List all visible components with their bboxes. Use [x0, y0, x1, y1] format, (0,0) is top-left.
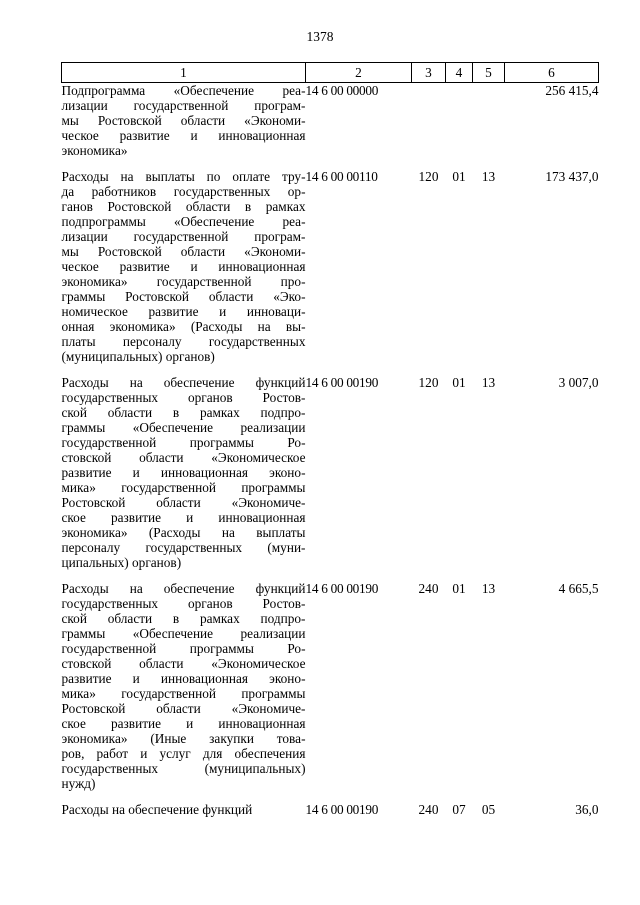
name-line: Расходы на выплаты по оплате тру-	[61, 169, 306, 184]
cell-name	[62, 375, 306, 570]
cell-code: 14 6 00 00110	[305, 169, 378, 184]
name-line: Расходы на обеспечение функций	[61, 581, 306, 596]
name-line: Подпрограмма «Обеспечение реа-	[61, 83, 306, 98]
cell-vr	[412, 83, 446, 159]
table-body	[62, 83, 599, 818]
cell-rz: 01	[452, 169, 466, 184]
name-line: государственных органов Ростов-	[61, 390, 306, 405]
cell-sum: 4 665,5	[558, 581, 599, 596]
name-line: экономика»	[61, 143, 128, 158]
cell-vr: 240	[418, 802, 439, 817]
table-row	[62, 802, 599, 817]
name-line: мика» государственной программы	[61, 686, 306, 701]
cell-code: 14 6 00 00190	[305, 581, 379, 596]
cell-sum: 3 007,0	[558, 375, 599, 390]
table-header-row	[62, 63, 599, 83]
name-line: ское развитие и инновационная	[61, 510, 306, 525]
name-line: государственных органов Ростов-	[61, 596, 306, 611]
name-line: Расходы на обеспечение функций	[61, 375, 306, 390]
name-line: номическое развитие и инноваци-	[61, 304, 306, 319]
name-line: ческое развитие и инновационная	[61, 128, 306, 143]
name-line: граммы «Обеспечение реализации	[61, 420, 306, 435]
cell-pr: 13	[481, 169, 496, 184]
cell-name	[62, 581, 306, 791]
cell-name	[62, 802, 306, 817]
cell-name	[62, 169, 306, 364]
name-line: онная экономика» (Расходы на вы-	[61, 319, 306, 334]
name-line: ческое развитие и инновационная	[61, 259, 306, 274]
name-line: Ростовской области «Экономиче-	[61, 701, 306, 716]
name-line: мы Ростовской области «Экономи-	[61, 113, 306, 128]
table-row	[62, 83, 599, 159]
cell-sum: 173 437,0	[545, 169, 599, 184]
name-line: Ростовской области «Экономиче-	[61, 495, 306, 510]
name-line: нужд)	[61, 776, 96, 791]
name-line: ское развитие и инновационная	[61, 716, 306, 731]
column-header-5: 5	[473, 63, 505, 83]
table-row	[62, 375, 599, 570]
cell-vr: 240	[418, 581, 439, 596]
name-line: лизации государственной програм-	[61, 98, 306, 113]
name-line: государственной программы Ро-	[61, 435, 306, 450]
cell-name	[62, 83, 306, 159]
cell-rz	[446, 83, 473, 159]
name-line: граммы «Обеспечение реализации	[61, 626, 306, 641]
cell-code: 14 6 00 00000	[305, 83, 379, 98]
page-number: 1378	[306, 29, 334, 44]
name-line: государственных (муниципальных)	[61, 761, 306, 776]
name-line: да работников государственных ор-	[61, 184, 306, 199]
name-line: лизации государственной програм-	[61, 229, 306, 244]
name-line: платы персоналу государственных	[61, 334, 306, 349]
name-line: подпрограммы «Обеспечение реа-	[61, 214, 306, 229]
name-line: мы Ростовской области «Экономи-	[61, 244, 306, 259]
cell-sum: 36,0	[575, 802, 599, 817]
name-line: Расходы на обеспечение функций	[61, 802, 253, 817]
cell-pr: 13	[481, 375, 496, 390]
name-line: ской области в рамках подпро-	[61, 611, 306, 626]
cell-rz: 01	[452, 581, 466, 596]
name-line: стовской области «Экономическое	[61, 450, 306, 465]
cell-sum: 256 415,4	[545, 83, 599, 98]
row-spacer	[62, 791, 599, 802]
budget-table	[61, 62, 599, 817]
name-line: (муниципальных) органов)	[61, 349, 215, 364]
name-line: ров, работ и услуг для обеспечения	[61, 746, 306, 761]
cell-rz: 01	[452, 375, 466, 390]
table-row	[62, 169, 599, 364]
row-spacer	[62, 158, 599, 169]
cell-pr	[473, 83, 505, 159]
cell-code: 14 6 00 00190	[305, 802, 379, 817]
name-line: ганов Ростовской области в рамках	[61, 199, 306, 214]
name-line: граммы Ростовской области «Эко-	[61, 289, 306, 304]
cell-rz: 07	[452, 802, 466, 817]
name-line: стовской области «Экономическое	[61, 656, 306, 671]
table-row	[62, 581, 599, 791]
name-line: ской области в рамках подпро-	[61, 405, 306, 420]
column-header-2: 2	[306, 63, 412, 83]
row-spacer	[62, 570, 599, 581]
column-header-6: 6	[505, 63, 599, 83]
column-header-1: 1	[62, 63, 306, 83]
name-line: персоналу государственных (муни-	[61, 540, 306, 555]
name-line: ципальных) органов)	[61, 555, 182, 570]
name-line: государственной программы Ро-	[61, 641, 306, 656]
cell-vr: 120	[418, 169, 439, 184]
name-line: экономика» государственной про-	[61, 274, 306, 289]
cell-vr: 120	[418, 375, 439, 390]
name-line: развитие и инновационная эконо-	[61, 465, 306, 480]
name-line: экономика» (Расходы на выплаты	[61, 525, 306, 540]
name-line: экономика» (Иные закупки това-	[61, 731, 306, 746]
name-line: мика» государственной программы	[61, 480, 306, 495]
cell-pr: 13	[481, 581, 496, 596]
name-line: развитие и инновационная эконо-	[61, 671, 306, 686]
column-header-4: 4	[446, 63, 473, 83]
cell-pr: 05	[481, 802, 496, 817]
column-header-3: 3	[412, 63, 446, 83]
cell-code: 14 6 00 00190	[305, 375, 379, 390]
row-spacer	[62, 364, 599, 375]
